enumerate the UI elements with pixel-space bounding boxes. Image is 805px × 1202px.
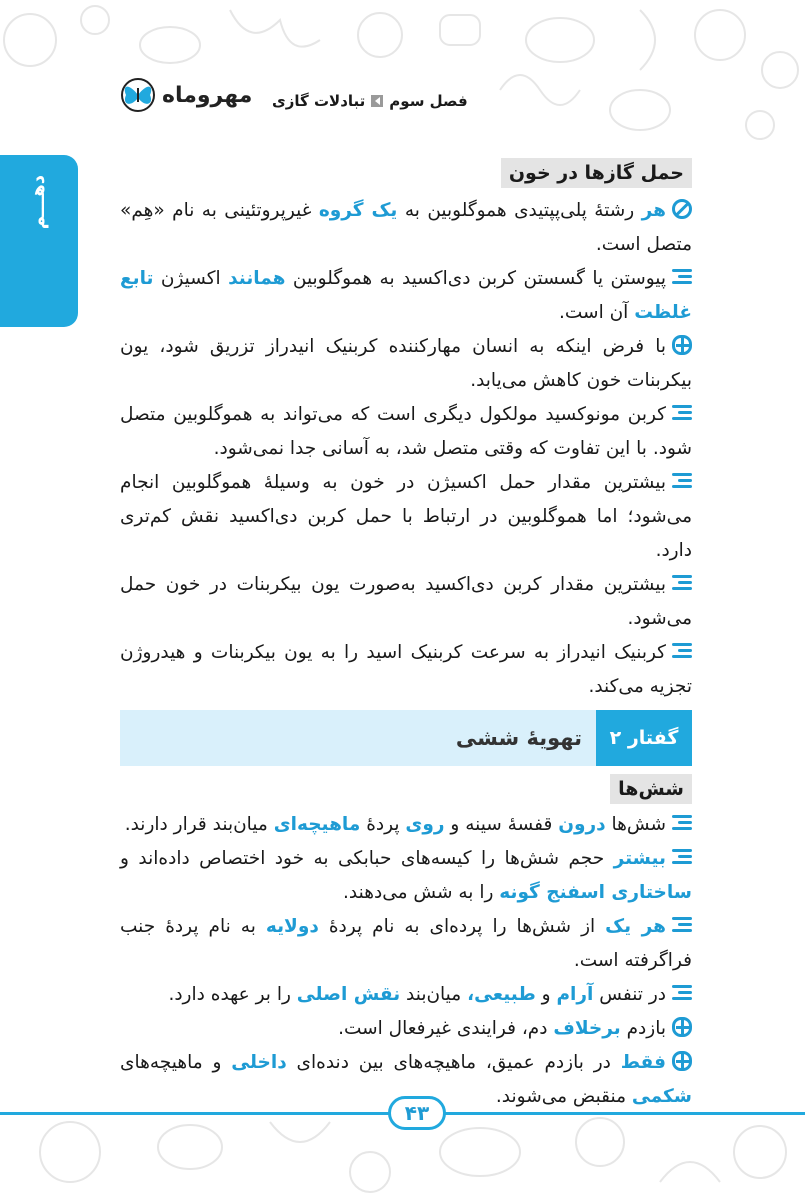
highlighted-term: نقش اصلی — [296, 984, 401, 1005]
paragraph-text: رشتهٔ پلی‌پپتیدی هموگلوبین به — [397, 200, 642, 221]
paragraph-text: از شش‌ها را پرده‌ای به نام پردهٔ — [318, 916, 606, 937]
paragraph — [120, 466, 692, 568]
paragraph — [120, 568, 692, 636]
lesson-number-tag: گفتار ۲ — [596, 710, 692, 766]
highlighted-term: تابع غلظت — [120, 268, 692, 323]
highlighted-term: هر — [641, 200, 666, 221]
paragraph-text: قفسهٔ سینه و — [444, 814, 559, 835]
lesson-banner — [120, 710, 692, 766]
list-bars-icon — [672, 815, 692, 833]
paragraph — [120, 910, 692, 978]
breadcrumb-chapter: فصل سوم — [389, 92, 468, 110]
section-heading-gas-transport: حمل گازها در خون — [501, 158, 692, 188]
paragraph — [120, 978, 692, 1012]
paragraph — [120, 262, 692, 330]
list-bars-icon — [672, 405, 692, 423]
highlighted-term: طبیعی، — [467, 984, 536, 1005]
paragraph-text: کربنیک انیدراز به سرعت کربنیک اسید را به یون بیکربنات و هیدروژن تجزیه می‌کند. — [120, 642, 692, 697]
paragraph-text: منقبض می‌شوند. — [495, 1086, 632, 1107]
paragraph-text: آن است. — [559, 302, 635, 323]
paragraph-text: بازدم — [620, 1018, 666, 1039]
butterfly-logo-icon — [118, 78, 158, 112]
paragraph-text: را به شش می‌دهند. — [343, 882, 500, 903]
highlighted-term: آرام — [556, 984, 594, 1005]
highlighted-term: بیشتر — [613, 848, 666, 869]
paragraph-text: کربن مونوکسید مولکول دیگری است که می‌تواند به هموگلوبین متصل شود. با این تفاوت که وقتی متصل شد، به آسانی جدا نمی‌شود. — [120, 404, 692, 459]
list-bars-icon — [672, 269, 692, 287]
highlighted-term: داخلی — [231, 1052, 287, 1073]
paragraph-text: میان‌بند قرار دارند. — [124, 814, 274, 835]
section2-body — [120, 808, 692, 1114]
paragraph-text: اکسیژن — [153, 268, 229, 289]
paragraph-text: دم، فرایندی غیرفعال است. — [338, 1018, 554, 1039]
highlighted-term: هر یک — [605, 916, 666, 937]
highlighted-term: دولایه — [265, 916, 319, 937]
page-number: ۴۳ — [388, 1096, 446, 1130]
list-bars-icon — [672, 643, 692, 661]
highlighted-term: روی — [405, 814, 445, 835]
paragraph-text: به نام پردهٔ جنب فراگرفته است. — [120, 916, 692, 971]
breadcrumb-topic: تبادلات گازی — [272, 92, 366, 110]
list-bars-icon — [672, 985, 692, 1003]
paragraph — [120, 636, 692, 704]
list-bars-icon — [672, 575, 692, 593]
highlighted-term: یک گروه — [318, 200, 398, 221]
highlighted-term: ساختاری اسفنج گونه — [499, 882, 692, 903]
list-bars-icon — [672, 473, 692, 491]
paragraph-text: شش‌ها — [605, 814, 666, 835]
paragraph — [120, 330, 692, 398]
brand-name: مهروماه — [162, 82, 253, 108]
paragraph-text: حجم شش‌ها را کیسه‌های حبابکی به خود اختصاص داده‌اند و — [120, 848, 614, 869]
list-bars-icon — [672, 917, 692, 935]
highlighted-term: ماهیچه‌ای — [273, 814, 361, 835]
brain-icon — [672, 1051, 692, 1071]
paragraph — [120, 1012, 692, 1046]
paragraph-text: و — [535, 984, 557, 1005]
circle-slash-icon — [672, 199, 692, 219]
paragraph-text: پیوستن یا گسستن کربن دی‌اکسید به هموگلوبین — [285, 268, 666, 289]
decorative-doodle-header — [0, 0, 805, 150]
paragraph-text: با فرض اینکه به انسان مهارکننده کربنیک انیدراز تزریق شود، یون بیکربنات خون کاهش می‌یابد. — [120, 336, 692, 391]
highlighted-term: برخلاف — [553, 1018, 621, 1039]
highlighted-term: همانند — [228, 268, 286, 289]
paragraph-text: را بر عهده دارد. — [168, 984, 297, 1005]
highlighted-term: درون — [558, 814, 606, 835]
breadcrumb — [272, 92, 468, 110]
section1-body — [120, 194, 692, 704]
paragraph-text: بیشترین مقدار کربن دی‌اکسید به‌صورت یون بیکربنات در خون حمل می‌شود. — [120, 574, 692, 629]
brain-icon — [672, 335, 692, 355]
brain-icon — [672, 1017, 692, 1037]
paragraph-text: غیرپروتئینی به نام «هِم» متصل است. — [120, 200, 692, 255]
grade-side-tab-label: دهـــم — [28, 175, 49, 230]
paragraph — [120, 194, 692, 262]
highlighted-term: فقط — [620, 1052, 666, 1073]
list-bars-icon — [672, 849, 692, 867]
lesson-title: تهویهٔ ششی — [455, 726, 582, 750]
paragraph — [120, 842, 692, 910]
paragraph-text: و ماهیچه‌های — [120, 1052, 232, 1073]
paragraph-text: در بازدم عمیق، ماهیچه‌های بین دنده‌ای — [286, 1052, 621, 1073]
highlighted-term: شکمی — [631, 1086, 692, 1107]
paragraph — [120, 398, 692, 466]
paragraph — [120, 808, 692, 842]
paragraph-text: میان‌بند — [400, 984, 468, 1005]
paragraph-text: پردهٔ — [360, 814, 406, 835]
paragraph-text: بیشترین مقدار حمل اکسیژن در خون به وسیلهٔ هموگلوبین انجام می‌شود؛ اما هموگلوبین در ارتباط با حمل کربن دی‌اکسید نقش کم‌تری دارد. — [120, 472, 692, 561]
paragraph-text: در تنفس — [593, 984, 666, 1005]
section-heading-lungs: شش‌ها — [610, 774, 692, 804]
brand-logo — [118, 78, 252, 112]
breadcrumb-arrow-icon — [371, 95, 383, 107]
